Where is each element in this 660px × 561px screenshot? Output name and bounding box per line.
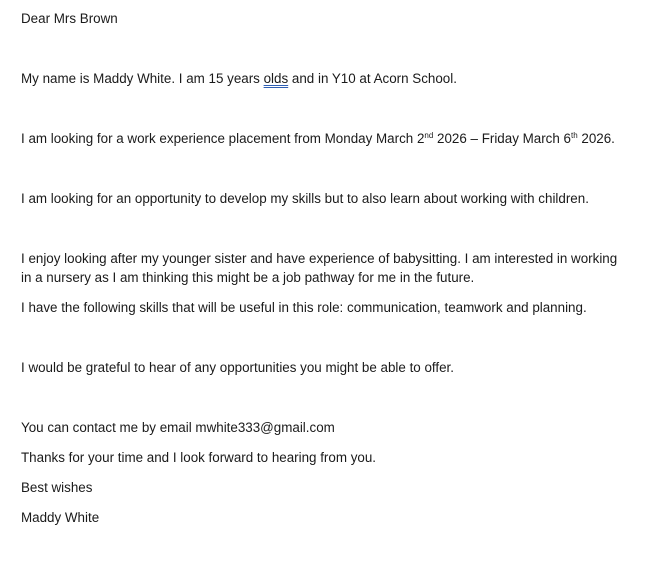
placement-text-a: I am looking for a work experience placement from Monday March 2 (21, 131, 425, 146)
placement-text-b: 2026 – Friday March 6 (433, 131, 571, 146)
opportunity-paragraph: I am looking for an opportunity to develop my skills but to also learn about working with children. (21, 191, 589, 206)
contact-paragraph: You can contact me by email mwhite333@gmail.com (21, 420, 335, 435)
ordinal-suffix: th (571, 131, 578, 140)
skills-paragraph: I have the following skills that will be useful in this role: communication, teamwork and planning. (21, 300, 587, 315)
signature: Maddy White (21, 510, 100, 525)
thanks-paragraph: Thanks for your time and I look forward to hearing from you. (21, 450, 377, 465)
intro-text-start: My name is Maddy White. I am 15 years (21, 71, 264, 86)
intro-paragraph (21, 69, 633, 88)
grateful-paragraph: I would be grateful to hear of any opportunities you might be able to offer. (21, 360, 454, 375)
greeting: Dear Mrs Brown (21, 11, 118, 26)
intro-text-end: and in Y10 at Acorn School. (288, 71, 457, 86)
placement-text-c: 2026. (577, 131, 615, 146)
placement-paragraph (21, 129, 633, 148)
experience-line-1: I enjoy looking after my younger sister and have experience of babysitting. I am interested in working (21, 251, 618, 266)
signoff: Best wishes (21, 480, 93, 495)
spelling-flagged-word[interactable]: olds (263, 71, 289, 86)
ordinal-suffix: nd (424, 131, 434, 140)
experience-line-2: in a nursery as I am thinking this might be a job pathway for me in the future. (21, 270, 475, 285)
